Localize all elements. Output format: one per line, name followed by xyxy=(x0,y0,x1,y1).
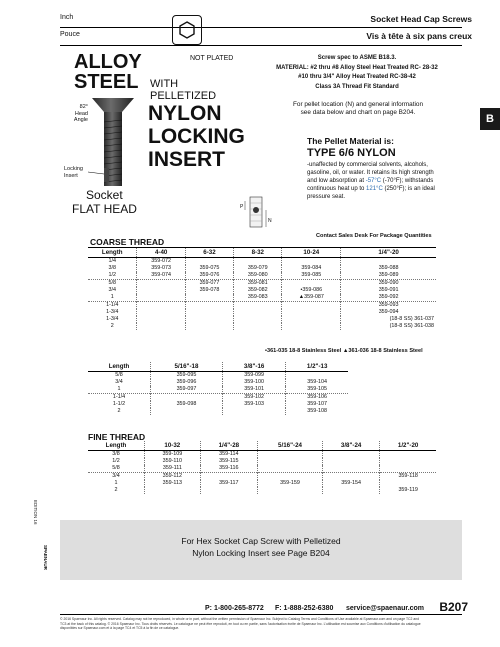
cell-part-number xyxy=(282,257,341,265)
cell-part-number: 359-101 xyxy=(222,386,285,394)
cell-part-number xyxy=(380,480,436,487)
pellet-info xyxy=(258,101,458,117)
cell-part-number xyxy=(151,408,223,415)
col-header-size: 1/2"-13 xyxy=(286,362,348,371)
cell-part-number xyxy=(137,279,185,287)
unit-pouce: Pouce xyxy=(60,31,80,38)
col-header-size: 6-32 xyxy=(185,248,233,257)
cell-part-number: 359-090 xyxy=(341,279,436,287)
cell-part-number: 359-102 xyxy=(222,393,285,401)
spec-line-4: Class 3A Thread Fit Standard xyxy=(315,83,399,90)
table-row xyxy=(88,265,436,272)
cell-part-number xyxy=(380,450,436,458)
header-divider xyxy=(60,27,462,28)
cell-part-number xyxy=(323,458,380,465)
table-row xyxy=(88,272,436,280)
cell-part-number: 359-098 xyxy=(151,401,223,408)
cell-part-number: 359-105 xyxy=(307,385,328,392)
cell-part-number: 359-103 xyxy=(222,401,285,408)
angle-label-3: Angle xyxy=(73,117,88,123)
table-row xyxy=(88,287,436,294)
table-row xyxy=(88,480,436,487)
table-row xyxy=(88,393,348,401)
col-header-size: 10-24 xyxy=(282,248,341,257)
cell-part-number: 359-075 xyxy=(185,265,233,272)
pellet-desc-1: -unaffected by commercial solvents, alcohols, xyxy=(307,162,428,168)
cell-part-number: 359-085 xyxy=(282,272,341,280)
pellet-desc-3a: and low absorption at xyxy=(307,178,366,184)
cell-length: 1 xyxy=(88,294,137,302)
cell-part-number: 359-118 xyxy=(380,472,436,480)
cell-part-number xyxy=(282,279,341,287)
spec-line-1: Screw spec to ASME B18.3. xyxy=(317,55,397,61)
cell-part-number: 359-104 xyxy=(307,378,328,385)
diagram-label-p: P xyxy=(240,204,244,210)
table-row xyxy=(88,309,436,316)
col-header-length: Length xyxy=(88,248,137,257)
pellet-type: TYPE 6/6 NYLON xyxy=(307,147,396,159)
cell-part-number: 359-119 xyxy=(398,486,418,493)
cell-length: 1-3/4 xyxy=(88,309,137,316)
socket-label: Socket xyxy=(86,188,123,202)
cell-part-number xyxy=(323,487,380,494)
cell-part-number: 359-080 xyxy=(234,272,282,280)
pellet-heading: The Pellet Material is: xyxy=(307,136,394,146)
section-tab-b: B xyxy=(480,108,500,130)
coarse-thread-table xyxy=(88,248,436,330)
diagram-label-n: N xyxy=(268,218,272,224)
cell-length: 2 xyxy=(88,487,144,494)
cell-length: 1-1/2 xyxy=(88,401,151,408)
note-line-2: Nylon Locking Insert see Page B204 xyxy=(192,548,330,558)
locking-label-1: Locking xyxy=(64,166,83,172)
cell-part-number: 359-088 xyxy=(378,264,399,271)
cell-length: 3/4 xyxy=(88,379,151,386)
cell-part-number: 359-099 xyxy=(222,371,285,379)
cell-part-number: 359-159 xyxy=(257,480,322,487)
cell-length: 1/4 xyxy=(88,257,137,265)
col-header-size: 10-32 xyxy=(144,441,200,450)
table-row xyxy=(88,408,348,415)
pellet-low-temp: -57°C xyxy=(365,178,382,184)
col-header-size: 5/16"-18 xyxy=(151,362,223,371)
col-header-size: 8-32 xyxy=(234,248,282,257)
title-locking: LOCKING xyxy=(148,125,245,148)
table-row xyxy=(88,323,436,330)
cell-part-number: 359-082 xyxy=(234,287,282,294)
cell-length: 1 xyxy=(88,480,144,487)
col-header-length: Length xyxy=(88,362,151,371)
cell-part-number: 359-100 xyxy=(222,379,285,386)
table-row xyxy=(88,401,348,408)
cell-part-number: 359-079 xyxy=(234,265,282,272)
cell-part-number: 359-089 xyxy=(378,271,399,278)
flat-head-label: FLAT HEAD xyxy=(72,202,137,216)
cell-part-number: (18-8 SS) 361-037 xyxy=(389,316,434,323)
cell-part-number xyxy=(200,472,257,480)
cell-part-number xyxy=(257,472,322,480)
table-row xyxy=(88,472,436,480)
cell-part-number: 359-093 xyxy=(341,301,436,309)
coarse-thread-title: COARSE THREAD xyxy=(90,237,165,247)
title-insert: INSERT xyxy=(148,148,226,171)
cell-part-number xyxy=(257,487,322,494)
cell-length: 5/8 xyxy=(88,371,151,379)
cell-part-number: 359-154 xyxy=(323,480,380,487)
cell-part-number: 359-095 xyxy=(151,371,223,379)
cell-part-number xyxy=(234,301,282,309)
legal-line-1: © 2016 Spaenaur Inc. All rights reserved. Catalog may not be reproduced, in whole or in part, without the written permission of Spaenaur Inc. Subject to Catalog Terms and Conditions of Use available at Spaenaur.com and on page TC2 and xyxy=(60,617,419,621)
cell-part-number xyxy=(323,472,380,480)
cell-part-number xyxy=(137,301,185,309)
table-row xyxy=(88,301,436,309)
cell-part-number: 359-112 xyxy=(144,472,200,480)
cell-part-number: 359-074 xyxy=(137,272,185,280)
footer-fax: F: 1-888-252-6380 xyxy=(275,605,334,612)
spec-line-3: #10 thru 3/4" Alloy Heat Treated RC-38-42 xyxy=(298,74,416,80)
cell-part-number xyxy=(200,487,257,494)
cell-length: 3/8 xyxy=(88,265,137,272)
cell-part-number: 359-116 xyxy=(200,465,257,473)
angle-label-1: 82° xyxy=(79,104,88,110)
cell-length: 1 xyxy=(88,386,151,394)
pellet-desc-4a: continuous heat up to xyxy=(307,186,367,192)
note-text xyxy=(60,535,462,559)
pellet-high-temp: 121°C xyxy=(366,186,383,192)
unit-inch: Inch xyxy=(60,14,74,21)
page-number: B207 xyxy=(439,600,468,614)
footer-phone: P: 1-800-265-8772 xyxy=(205,605,264,612)
cell-part-number: 359-115 xyxy=(200,458,257,465)
title-pelletized: PELLETIZED xyxy=(150,90,217,102)
cell-part-number xyxy=(323,450,380,458)
cell-part-number xyxy=(341,257,436,265)
cell-part-number xyxy=(380,465,436,473)
cell-part-number xyxy=(282,301,341,309)
flat-head-screw-image xyxy=(88,96,138,188)
cell-part-number xyxy=(257,458,322,465)
cell-part-number xyxy=(185,316,233,323)
table-row xyxy=(88,450,436,458)
cell-part-number xyxy=(282,309,341,316)
cell-length: 1-3/4 xyxy=(88,316,137,323)
cell-part-number xyxy=(137,287,185,294)
footer-rule xyxy=(60,614,462,615)
cell-part-number xyxy=(282,316,341,323)
spec-line-2: MATERIAL: #2 thru #8 Alloy Steel Heat Treated RC- 28-32 xyxy=(276,64,438,71)
cell-part-number: 359-084 xyxy=(282,265,341,272)
cell-length: 2 xyxy=(88,408,151,415)
table-row xyxy=(88,379,348,386)
cell-part-number xyxy=(257,450,322,458)
cell-part-number: 359-106 xyxy=(286,393,348,401)
locking-label-2: Insert xyxy=(64,172,78,179)
cell-part-number xyxy=(234,316,282,323)
cell-length: 3/8 xyxy=(88,450,144,458)
cell-length: 1-1/4 xyxy=(88,393,151,401)
cell-part-number xyxy=(185,323,233,330)
angle-label-2: Head xyxy=(74,110,88,117)
cell-part-number: 359-113 xyxy=(144,480,200,487)
pellet-desc-4 xyxy=(307,185,467,193)
pellet-desc-4c: (250°F); is an ideal xyxy=(382,186,435,192)
pellet-desc-3c: (-70°F); withstands xyxy=(381,178,434,184)
cell-part-number: ▲359-087 xyxy=(282,294,341,302)
pellet-desc-2: gasoline, oil, or water. It retains its high strength xyxy=(307,170,434,176)
cell-length: 3/4 xyxy=(88,472,144,480)
cell-part-number: 359-078 xyxy=(185,287,233,294)
cell-part-number xyxy=(144,487,200,494)
coarse-thread-table-large xyxy=(88,362,348,415)
sales-desk-note: Contact Sales Desk For Package Quantities xyxy=(316,233,432,239)
cell-length: 2 xyxy=(88,323,137,330)
cell-length: 5/8 xyxy=(88,279,137,287)
cell-part-number xyxy=(137,294,185,302)
cell-part-number: 359-097 xyxy=(151,386,223,394)
header-title-en: Socket Head Cap Screws xyxy=(370,14,472,24)
cell-length: 5/8 xyxy=(88,465,144,473)
table-row xyxy=(88,257,436,265)
pellet-desc-3 xyxy=(307,177,467,185)
col-header-size: 1/2"-20 xyxy=(380,441,436,450)
cell-part-number xyxy=(137,309,185,316)
cell-part-number: 359-081 xyxy=(234,279,282,287)
cell-part-number: 359-109 xyxy=(144,450,200,458)
col-header-size: 3/8"-24 xyxy=(323,441,380,450)
side-brand: SPAENAUR xyxy=(43,545,48,570)
coarse-footnote: •361-035 18-8 Stainless Steel ▲361-036 18-8 Stainless Steel xyxy=(265,348,423,354)
fine-thread-title: FINE THREAD xyxy=(88,432,146,442)
title-steel: STEEL xyxy=(74,71,139,93)
cell-part-number: 359-114 xyxy=(200,450,257,458)
title-with: WITH xyxy=(150,78,179,90)
table-row xyxy=(88,465,436,473)
cell-part-number xyxy=(323,465,380,473)
cell-part-number: 359-108 xyxy=(307,407,328,414)
cell-part-number xyxy=(380,458,436,465)
cell-part-number xyxy=(185,309,233,316)
title-nylon: NYLON xyxy=(148,102,222,125)
col-header-size: 1/4"-28 xyxy=(200,441,257,450)
cell-part-number xyxy=(222,408,285,415)
hex-socket-icon xyxy=(172,15,202,45)
legal-text xyxy=(60,617,470,631)
cell-part-number xyxy=(282,323,341,330)
cell-part-number: 359-107 xyxy=(307,400,328,407)
cell-part-number: 359-073 xyxy=(137,265,185,272)
cell-part-number xyxy=(234,323,282,330)
cell-length: 1/2 xyxy=(88,272,137,280)
header-bottom-line xyxy=(60,45,462,46)
cell-part-number: 359-096 xyxy=(151,379,223,386)
table-row xyxy=(88,386,348,394)
cell-part-number: 359-077 xyxy=(185,279,233,287)
col-header-size: 4-40 xyxy=(137,248,185,257)
legal-line-3: disponibles sur Spaenaur.com et à la page TC4 et TC5 à la fin de ce catalogue. xyxy=(60,626,180,630)
info-line-1: For pellet location (N) and general information xyxy=(292,101,423,108)
table-row xyxy=(88,458,436,465)
col-header-size: 3/8"-16 xyxy=(222,362,285,371)
cell-part-number xyxy=(234,309,282,316)
cell-part-number xyxy=(185,257,233,265)
col-header-size: 1/4"-20 xyxy=(341,248,436,257)
cell-part-number xyxy=(257,465,322,473)
not-plated: NOT PLATED xyxy=(190,55,234,62)
pellet-desc-5: pressure seat. xyxy=(307,194,346,200)
info-line-2: see data below and chart on page B204. xyxy=(300,109,416,116)
cell-part-number xyxy=(185,294,233,302)
pellet-description xyxy=(307,161,467,201)
title-alloy: ALLOY xyxy=(74,51,142,73)
cell-length: 3/4 xyxy=(88,287,137,294)
header-title-fr: Vis à tête à six pans creux xyxy=(366,31,472,41)
fine-thread-table xyxy=(88,441,436,494)
note-line-1: For Hex Socket Cap Screw with Pelletized xyxy=(181,536,341,546)
cell-part-number xyxy=(185,301,233,309)
cell-part-number xyxy=(286,371,348,379)
cell-part-number xyxy=(137,323,185,330)
cell-part-number xyxy=(234,257,282,265)
locking-insert-label xyxy=(64,166,83,179)
footer-email[interactable]: service@spaenaur.com xyxy=(346,605,425,612)
cell-part-number: 359-091 xyxy=(378,286,399,293)
cell-part-number: 359-110 xyxy=(144,458,200,465)
angle-label xyxy=(72,104,88,124)
col-header-length: Length xyxy=(88,441,144,450)
cell-part-number: 359-072 xyxy=(137,257,185,265)
specs-block xyxy=(252,54,462,92)
table-row xyxy=(88,487,436,494)
cell-part-number: 359-092 xyxy=(378,293,399,300)
cell-part-number: 359-076 xyxy=(185,272,233,280)
cell-part-number: 359-111 xyxy=(144,465,200,473)
edition-label: EDITION 16 xyxy=(33,500,38,525)
cell-part-number xyxy=(151,393,223,401)
col-header-size: 5/16"-24 xyxy=(257,441,322,450)
cell-length: 1/2 xyxy=(88,458,144,465)
cell-part-number: •359-086 xyxy=(282,287,341,294)
cell-part-number: (18-8 SS) 361-038 xyxy=(389,323,434,330)
table-row xyxy=(88,294,436,302)
cell-length: 1-1/4 xyxy=(88,301,137,309)
cell-part-number xyxy=(137,316,185,323)
cell-part-number: 359-083 xyxy=(234,294,282,302)
table-row xyxy=(88,316,436,323)
table-row xyxy=(88,279,436,287)
legal-line-2: TC3 at the back of this catalog. © 2016 Spaenaur Inc. Tous droits réservés. Le catalogue ne peut être reproduit, en tout ou en partie, sans l'autorisation écrite de Spaenaur Inc. L'utilisation est soumise aux Conditions d'utilisation du catalogue xyxy=(60,621,421,626)
cell-part-number: 359-117 xyxy=(200,480,257,487)
cell-part-number: 359-094 xyxy=(378,308,399,315)
table-row xyxy=(88,371,348,379)
